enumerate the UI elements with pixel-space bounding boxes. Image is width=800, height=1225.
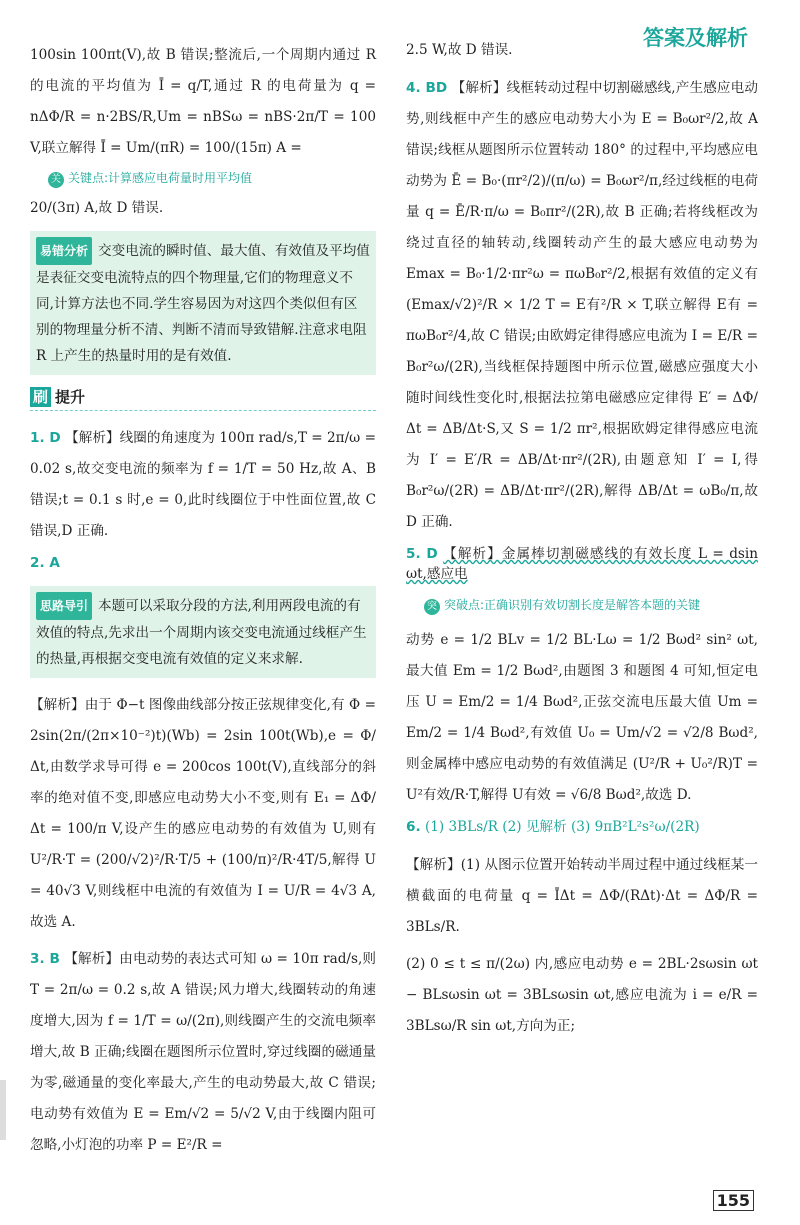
question-6-header <box>406 817 758 837</box>
question-6-answers: (1) 3BLs/R (2) 见解析 (3) 9πB²L²s²ω/(2R) <box>424 819 700 835</box>
breakthrough-text: 突破点:正确识别有效切割长度是解答本题的关键 <box>444 598 701 612</box>
question-5-number: 5. D <box>406 546 438 562</box>
question-5-text: 动势 e = 1/2 BLv = 1/2 BL·Lω = 1/2 Bωd² sin² ωt,最大值 Em = 1/2 Bωd²,由题图 3 和题图 4 可知,恒定电压 U = Em/2 = 1/4 Bωd²,正弦交流电压最大值 Um = Em/2 = 1/4 Bωd²,有效值 U₀ = Um/√2 = √2/8 Bωd²,则金属棒中感应电动势的有效值满足 (U²/R + U₀²/R)T = U²有效/R·T,解得 U有效 = √6/8 Bωd²,故选 D. <box>406 632 758 803</box>
section-title: 提升 <box>55 388 86 406</box>
page-edge-tab <box>0 1080 6 1140</box>
thinking-guide-tag: 思路导引 <box>36 592 92 620</box>
question-1-number: 1. D <box>30 430 61 446</box>
page-number: 155 <box>713 1190 754 1211</box>
breakthrough-icon: 突 <box>424 599 440 615</box>
question-3-number: 3. B <box>30 951 60 967</box>
question-4 <box>406 73 758 538</box>
error-analysis-box <box>30 231 376 375</box>
question-6-text-b: (2) 0 ≤ t ≤ π/(2ω) 内,感应电动势 e = 2BL·2sωsin ωt − BLsωsin ωt = 3BLsωsin ωt,感应电流为 i = e/R = 3BLsω/R sin ωt,方向为正; <box>406 956 758 1034</box>
page-header-title: 答案及解析 <box>643 26 748 50</box>
key-icon: 关 <box>48 172 64 188</box>
error-analysis-text: 交变电流的瞬时值、最大值、有效值及平均值是表征交变电流特点的四个物理量,它们的物理意义不同,计算方法也不同.学生容易因为对这四个类似但有区别的物理量分析不清、判断不清而导致错解.注意求电阻 R 上产生的热量时用的是有效值. <box>36 243 370 364</box>
question-5-lead-text: 【解析】金属棒切割磁感线的有效长度 L = dsin ωt,感应电 <box>406 546 758 582</box>
question-1-text: 【解析】线圈的角速度为 100π rad/s,T = 2π/ω = 0.02 s,故交变电流的频率为 f = 1/T = 50 Hz,故 A、B 错误;t = 0.1 s 时,e = 0,此时线圈位于中性面位置,故 C 错误,D 正确. <box>30 430 377 539</box>
left-paragraph-2: 20/(3π) A,故 D 错误. <box>30 200 164 216</box>
question-4-number: 4. BD <box>406 80 448 96</box>
left-column <box>30 40 376 1167</box>
header-bar <box>0 0 800 8</box>
question-5-lead <box>406 544 758 584</box>
question-1 <box>30 423 376 547</box>
thinking-guide-box <box>30 586 376 678</box>
key-point-text: 关键点:计算感应电荷量时用平均值 <box>68 171 253 185</box>
question-3-text: 【解析】由电动势的表达式可知 ω = 10π rad/s,则 T = 2π/ω = 0.2 s,故 A 错误;风力增大,线圈转动的角速度增大,因为 f = 1/T = ω/(2π),则线圈产生的交流电频率增大,故 B 正确;线圈在题图所示位置时,穿过线圈的磁通量为零,磁通量的变化率最大,产生的电动势最大,故 C 错误;电动势有效值为 E = Em/√2 = 5/√2 V,由于线圈内阻可忽略,小灯泡的功率 P = E²/R = <box>30 951 377 1153</box>
error-analysis-tag: 易错分析 <box>36 237 92 265</box>
key-point-note <box>48 168 376 188</box>
breakthrough-note <box>424 595 758 615</box>
left-paragraph-1: 100sin 100πt(V),故 B 错误;整流后,一个周期内通过 R 的电流的平均值为 Ī = q/T,通过 R 的电荷量为 q = nΔΦ/R = n·2BS/R,Um = nBSω = nBS·2π/T = 100 V,联立解得 Ī = Um/(πR) = 100/(15π) A = <box>30 47 376 156</box>
question-2-text: 【解析】由于 Φ−t 图像曲线部分按正弦规律变化,有 Φ = 2sin(2π/(2π×10⁻²)t)(Wb) = 2sin 100t(Wb),e = Φ/Δt,由数学求导可得 e = 200cos 100t(V),直线部分的斜率的绝对值不变,即感应电动势大小不变,则有 E₁ = ΔΦ/Δt = 100/π V,设产生的感应电动势的有效值为 U,则有 U²/R·T = (200/√2)²/R·T/5 + (100/π)²/R·4T/5,解得 U = 40√3 V,则线框中电流的有效值为 I = U/R = 4√3 A,故选 A. <box>30 697 376 930</box>
question-2-header <box>30 553 376 573</box>
section-icon: 刷 <box>30 387 51 407</box>
right-column <box>406 40 758 1048</box>
question-6-number: 6. <box>406 819 421 835</box>
right-paragraph-0: 2.5 W,故 D 错误. <box>406 42 513 58</box>
question-6-text: 【解析】(1) 从图示位置开始转动半周过程中通过线框某一横截面的电荷量 q = ĪΔt = ΔΦ/(RΔt)·Δt = ΔΦ/R = 3BLs/R. <box>406 857 758 935</box>
question-2-number: 2. A <box>30 555 60 571</box>
section-heading <box>30 387 376 411</box>
thinking-guide-text: 本题可以采取分段的方法,利用两段电流的有效值的特点,先求出一个周期内该交变电流通过线框产生的热量,再根据交变电流有效值的定义来求解. <box>36 598 367 667</box>
question-4-text: 【解析】线框转动过程中切割磁感线,产生感应电动势,则线框中产生的感应电动势大小为 E = B₀ωr²/2,故 A 错误;线框从题图所示位置转动 180° 的过程中,平均感应电动势为 Ē = B₀·(πr²/2)/(π/ω) = B₀ωr²/π,经过线框的电荷量 q = Ē/R·π/ω = B₀πr²/(2R),故 B 正确;若将线框改为绕过直径的轴转动,线圈转动产生的最大感应电动势为 Emax = B₀·1/2·πr²ω = πωB₀r²/2,根据有效值的定义有 (Emax/√2)²/R × 1/2 T = E有²/R × T,联立解得 E有 = πωB₀r²/4,故 C 错误;由欧姆定律得感应电流为 I = E/R = B₀r²ω/(2R),当线框保持题图中所示位置,磁感应强度大小随时间线性变化时,根据法拉第电磁感应定律得 E′ = ΔΦ/Δt = ΔB/Δt·S,又 S = 1/2 πr²,根据欧姆定律得感应电流为 I′ = E′/R = ΔB/Δt·πr²/(2R),由题意知 I′ = I,得 B₀r²ω/(2R) = ΔB/Δt·πr²/(2R),解得 ΔB/Δt = ωB₀/π,故 D 正确. <box>406 80 758 530</box>
question-3 <box>30 944 376 1161</box>
